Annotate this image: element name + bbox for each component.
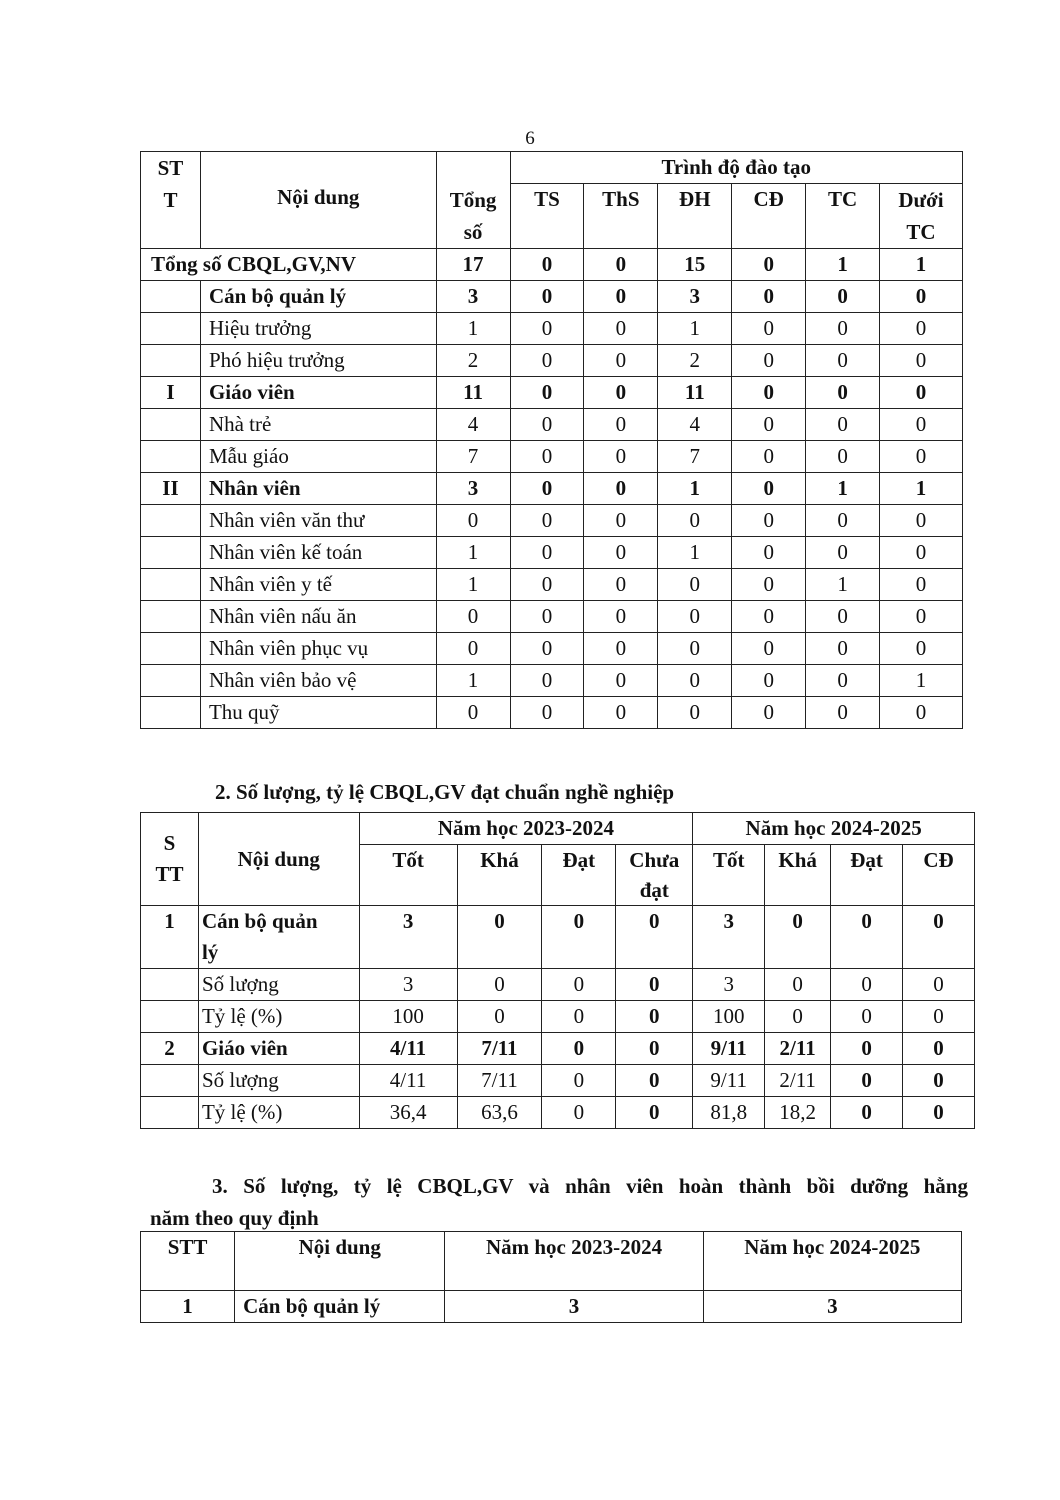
cell: 0	[806, 665, 880, 697]
cell: 0	[806, 345, 880, 377]
cell: 0	[732, 665, 806, 697]
cell: 0	[732, 473, 806, 505]
cell: 0	[765, 969, 831, 1001]
cell: 0	[658, 665, 732, 697]
cell: 4	[658, 409, 732, 441]
cell: 0	[806, 281, 880, 313]
cell: 0	[831, 1097, 903, 1129]
row-label: Hiệu trưởng	[200, 313, 436, 345]
row-label-line-1: Cán bộ quản	[201, 909, 318, 933]
cell: 1	[880, 249, 963, 281]
row-label: Giáo viên	[198, 1033, 359, 1065]
cell: 0	[903, 1001, 975, 1033]
cell: 0	[831, 1033, 903, 1065]
row-label: Nhân viên phục vụ	[200, 633, 436, 665]
cell: 0	[584, 441, 658, 473]
cell: 2	[436, 345, 510, 377]
cell: 0	[584, 473, 658, 505]
cell: 4/11	[359, 1033, 457, 1065]
cell: 3	[693, 969, 765, 1001]
cell: 3	[693, 906, 765, 969]
cell: 0	[616, 1033, 693, 1065]
cell: 0	[436, 601, 510, 633]
training-completion-table	[140, 1231, 962, 1323]
cell: 0	[831, 1065, 903, 1097]
cell: 0	[510, 345, 584, 377]
row-label: Phó hiệu trưởng	[200, 345, 436, 377]
table-row	[141, 633, 963, 665]
cell: 3	[658, 281, 732, 313]
table-row	[141, 505, 963, 537]
header-noi-dung: Nội dung	[198, 813, 359, 906]
cell: 0	[880, 441, 963, 473]
header-tot: Tốt	[359, 845, 457, 906]
cell: 0	[542, 1033, 616, 1065]
cell: 0	[806, 377, 880, 409]
cell: 0	[880, 569, 963, 601]
cell: 0	[510, 313, 584, 345]
table-row	[141, 569, 963, 601]
table-row	[141, 906, 975, 969]
cell: 100	[693, 1001, 765, 1033]
stt-cell: 1	[141, 1291, 235, 1323]
cell: 0	[616, 906, 693, 969]
cell: 3	[359, 906, 457, 969]
table-row	[141, 345, 963, 377]
cell: 0	[542, 1065, 616, 1097]
header-dat: Đạt	[542, 845, 616, 906]
cell: 0	[732, 537, 806, 569]
cell: 0	[732, 505, 806, 537]
row-label: Tỷ lệ (%)	[198, 1097, 359, 1129]
cell: 3	[359, 969, 457, 1001]
row-label: Thu quỹ	[200, 697, 436, 729]
table-row	[141, 281, 963, 313]
cell: 0	[765, 1001, 831, 1033]
section-2-title: 2. Số lượng, tỷ lệ CBQL,GV đạt chuẩn nghề nghiệp	[215, 780, 675, 804]
header-dat-2: Đạt	[831, 845, 903, 906]
cell: 0	[732, 633, 806, 665]
header-ths: ThS	[584, 184, 658, 249]
table-row	[141, 969, 975, 1001]
stt-cell	[141, 1001, 199, 1033]
header-stt: STT	[141, 1232, 235, 1291]
cell: 0	[806, 505, 880, 537]
header-year-2023: Năm học 2023-2024	[359, 813, 693, 845]
header-cd: CĐ	[732, 184, 806, 249]
row-label-line-2: lý	[201, 940, 219, 964]
row-label: Mẫu giáo	[200, 441, 436, 473]
table-row	[141, 249, 963, 281]
cell: 2/11	[765, 1033, 831, 1065]
cell: 3	[445, 1291, 703, 1323]
header-tong-so: Tổng số	[436, 152, 510, 249]
cell: 0	[584, 249, 658, 281]
cell: 0	[732, 569, 806, 601]
cell: 3	[436, 281, 510, 313]
cell: 0	[542, 1001, 616, 1033]
cell: 0	[510, 249, 584, 281]
cell: 0	[765, 906, 831, 969]
header-year-2023: Năm học 2023-2024	[445, 1232, 703, 1291]
table-row	[141, 665, 963, 697]
cell: 9/11	[693, 1065, 765, 1097]
cell: 0	[510, 441, 584, 473]
cell: 81,8	[693, 1097, 765, 1129]
cell: 0	[584, 505, 658, 537]
cell: 0	[510, 601, 584, 633]
row-label: Cán bộ quản lý	[235, 1291, 445, 1323]
row-label: Nhà trẻ	[200, 409, 436, 441]
cell: 0	[831, 1001, 903, 1033]
cell: 0	[732, 409, 806, 441]
stt-cell	[141, 1097, 199, 1129]
cell: 0	[510, 409, 584, 441]
cell: 0	[806, 313, 880, 345]
cell: 0	[542, 906, 616, 969]
header-year-2024: Năm học 2024-2025	[693, 813, 975, 845]
cell: 3	[436, 473, 510, 505]
cell: 4	[436, 409, 510, 441]
row-label	[198, 906, 359, 969]
cell: 0	[806, 409, 880, 441]
cell: 0	[584, 601, 658, 633]
cell: 3	[703, 1291, 961, 1323]
stt-cell	[141, 441, 201, 473]
cell: 7/11	[457, 1033, 542, 1065]
cell: 0	[732, 281, 806, 313]
cell: 0	[584, 345, 658, 377]
cell: 0	[616, 1001, 693, 1033]
cell: 0	[436, 697, 510, 729]
cell: 1	[436, 569, 510, 601]
header-kha-2: Khá	[765, 845, 831, 906]
stt-cell	[141, 409, 201, 441]
table-row	[141, 697, 963, 729]
cell: 15	[658, 249, 732, 281]
row-label: Nhân viên y tế	[200, 569, 436, 601]
cell: 0	[658, 697, 732, 729]
cell: 0	[732, 345, 806, 377]
stt-cell	[141, 505, 201, 537]
header-ts: TS	[510, 184, 584, 249]
cell: 0	[880, 697, 963, 729]
cell: 0	[584, 537, 658, 569]
cell: 0	[732, 313, 806, 345]
stt-cell	[141, 601, 201, 633]
cell: 0	[658, 633, 732, 665]
cell: 0	[457, 969, 542, 1001]
cell: 0	[806, 537, 880, 569]
header-stt: ST T	[141, 152, 201, 249]
table-row	[141, 441, 963, 473]
cell: 1	[806, 249, 880, 281]
cell: 0	[457, 1001, 542, 1033]
cell: 17	[436, 249, 510, 281]
header-noi-dung: Nội dung	[235, 1232, 445, 1291]
cell: 0	[584, 633, 658, 665]
cell: 0	[806, 441, 880, 473]
cell: 7/11	[457, 1065, 542, 1097]
header-cd: CĐ	[903, 845, 975, 906]
cell: 0	[880, 281, 963, 313]
cell: 0	[658, 601, 732, 633]
table-row	[141, 537, 963, 569]
stt-cell	[141, 665, 201, 697]
cell: 0	[510, 633, 584, 665]
cell: 0	[806, 633, 880, 665]
stt-cell	[141, 697, 201, 729]
cell: 0	[584, 697, 658, 729]
section-3-title	[150, 1170, 968, 1234]
cell: 0	[510, 537, 584, 569]
section-3-title-line-1: 3. Số lượng, tỷ lệ CBQL,GV và nhân viên hoàn thành bồi dưỡng hằng	[212, 1174, 968, 1198]
header-kha: Khá	[457, 845, 542, 906]
cell: 0	[542, 1097, 616, 1129]
cell: 0	[806, 697, 880, 729]
cell: 0	[880, 345, 963, 377]
cell: 0	[831, 969, 903, 1001]
row-label: Nhân viên bảo vệ	[200, 665, 436, 697]
cell: 0	[903, 969, 975, 1001]
row-label: Giáo viên	[200, 377, 436, 409]
cell: 0	[510, 377, 584, 409]
row-label: Số lượng	[198, 1065, 359, 1097]
professional-standard-table	[140, 812, 975, 1129]
header-year-2024: Năm học 2024-2025	[703, 1232, 961, 1291]
row-label: Nhân viên kế toán	[200, 537, 436, 569]
header-chua-dat: Chưa đạt	[616, 845, 693, 906]
cell: 0	[436, 633, 510, 665]
cell: 0	[584, 569, 658, 601]
table-row	[141, 473, 963, 505]
cell: 0	[732, 441, 806, 473]
cell: 36,4	[359, 1097, 457, 1129]
cell: 0	[584, 409, 658, 441]
row-label: Cán bộ quản lý	[200, 281, 436, 313]
cell: 2/11	[765, 1065, 831, 1097]
cell: 0	[880, 633, 963, 665]
cell: 0	[457, 906, 542, 969]
header-dh: ĐH	[658, 184, 732, 249]
table-row	[141, 313, 963, 345]
stt-cell	[141, 969, 199, 1001]
header-stt: S TT	[141, 813, 199, 906]
cell: 4/11	[359, 1065, 457, 1097]
stt-cell: 1	[141, 906, 199, 969]
table-row	[141, 1033, 975, 1065]
stt-cell: 2	[141, 1033, 199, 1065]
stt-cell	[141, 345, 201, 377]
staff-qualification-table	[140, 151, 963, 729]
cell: 0	[616, 1065, 693, 1097]
cell: 1	[880, 473, 963, 505]
cell: 0	[616, 969, 693, 1001]
header-tc: TC	[806, 184, 880, 249]
cell: 0	[880, 313, 963, 345]
cell: 0	[584, 313, 658, 345]
cell: 0	[831, 906, 903, 969]
cell: 0	[880, 409, 963, 441]
row-label: Nhân viên	[200, 473, 436, 505]
cell: 0	[880, 505, 963, 537]
stt-cell	[141, 1065, 199, 1097]
table-row	[141, 1097, 975, 1129]
cell: 0	[732, 249, 806, 281]
cell: 0	[510, 505, 584, 537]
header-tot-2: Tốt	[693, 845, 765, 906]
cell: 11	[658, 377, 732, 409]
page-number: 6	[525, 128, 535, 149]
total-label: Tổng số CBQL,GV,NV	[141, 249, 437, 281]
row-label: Nhân viên nấu ăn	[200, 601, 436, 633]
table-row	[141, 1001, 975, 1033]
cell: 0	[880, 537, 963, 569]
cell: 0	[903, 1097, 975, 1129]
stt-cell	[141, 537, 201, 569]
cell: 0	[658, 569, 732, 601]
stt-cell	[141, 569, 201, 601]
cell: 9/11	[693, 1033, 765, 1065]
stt-cell: II	[141, 473, 201, 505]
stt-cell	[141, 633, 201, 665]
cell: 1	[436, 537, 510, 569]
stt-cell	[141, 281, 201, 313]
cell: 1	[880, 665, 963, 697]
row-label: Tỷ lệ (%)	[198, 1001, 359, 1033]
cell: 0	[658, 505, 732, 537]
cell: 1	[658, 537, 732, 569]
table-row	[141, 409, 963, 441]
header-noi-dung: Nội dung	[200, 152, 436, 249]
cell: 1	[658, 313, 732, 345]
cell: 0	[584, 377, 658, 409]
cell: 0	[880, 377, 963, 409]
cell: 0	[732, 601, 806, 633]
table-row	[141, 377, 963, 409]
cell: 0	[510, 697, 584, 729]
cell: 0	[903, 906, 975, 969]
row-label: Nhân viên văn thư	[200, 505, 436, 537]
cell: 0	[903, 1033, 975, 1065]
cell: 63,6	[457, 1097, 542, 1129]
cell: 1	[436, 313, 510, 345]
section-3-title-line-2: năm theo quy định	[150, 1206, 319, 1230]
table-row	[141, 1065, 975, 1097]
cell: 0	[584, 281, 658, 313]
cell: 0	[903, 1065, 975, 1097]
cell: 7	[436, 441, 510, 473]
cell: 18,2	[765, 1097, 831, 1129]
cell: 0	[436, 505, 510, 537]
cell: 11	[436, 377, 510, 409]
cell: 1	[806, 473, 880, 505]
stt-cell	[141, 313, 201, 345]
cell: 0	[510, 473, 584, 505]
cell: 0	[616, 1097, 693, 1129]
cell: 2	[658, 345, 732, 377]
cell: 0	[510, 665, 584, 697]
cell: 0	[806, 601, 880, 633]
cell: 100	[359, 1001, 457, 1033]
cell: 7	[658, 441, 732, 473]
cell: 1	[806, 569, 880, 601]
cell: 1	[658, 473, 732, 505]
cell: 0	[510, 569, 584, 601]
header-trinh-do: Trình độ đào tạo	[510, 152, 962, 184]
cell: 0	[732, 377, 806, 409]
table-row	[141, 1291, 962, 1323]
cell: 0	[542, 969, 616, 1001]
cell: 0	[732, 697, 806, 729]
cell: 0	[584, 665, 658, 697]
row-label: Số lượng	[198, 969, 359, 1001]
cell: 1	[436, 665, 510, 697]
table-row	[141, 601, 963, 633]
header-duoi-tc: Dưới TC	[880, 184, 963, 249]
stt-cell: I	[141, 377, 201, 409]
cell: 0	[880, 601, 963, 633]
cell: 0	[510, 281, 584, 313]
